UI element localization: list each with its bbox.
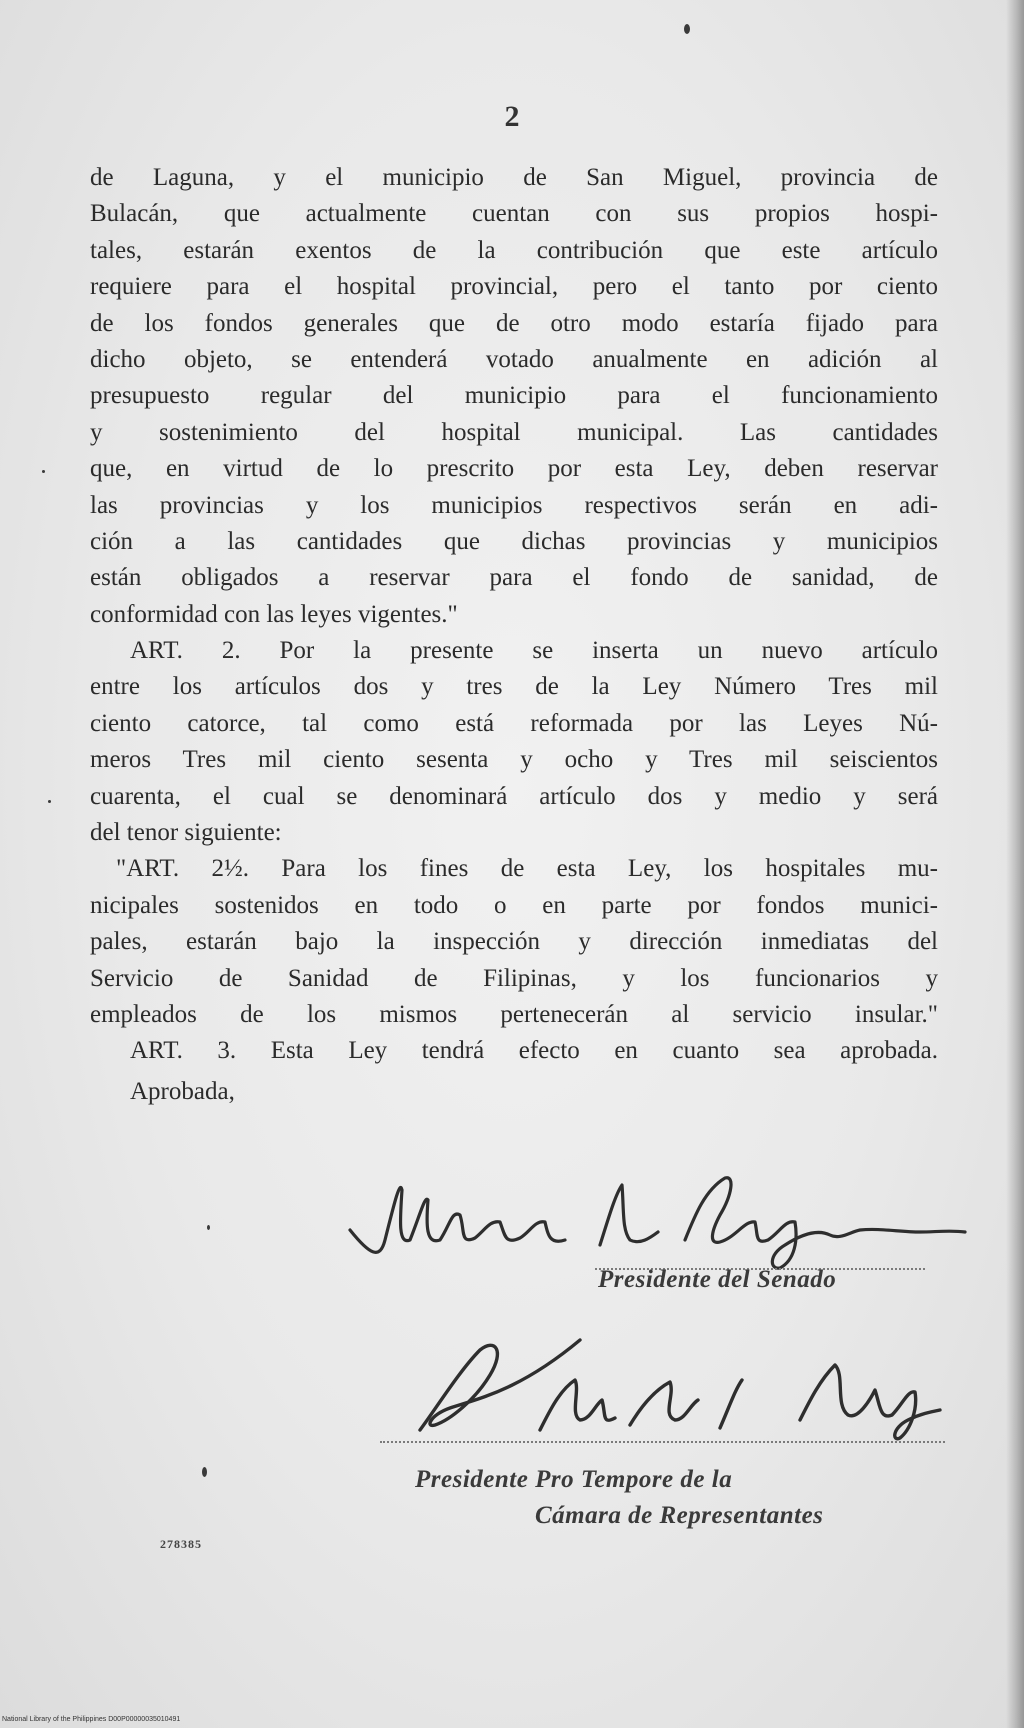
page-edge-shadow: [1006, 0, 1024, 1728]
approved-label: Aprobada,: [130, 1078, 235, 1105]
ink-speck: [684, 24, 690, 34]
house-speaker-signature: [380, 1320, 960, 1460]
text-line: dicho objeto, se entenderá votado anualmente en adición al: [90, 345, 938, 373]
text-line: ciento catorce, tal como está reformada por las Leyes Nú-: [90, 709, 938, 737]
house-caption-line-2: Cámara de Representantes: [535, 1502, 824, 1529]
text-line: conformidad con las leyes vigentes.": [90, 600, 458, 628]
article-2-first-line: [90, 633, 938, 669]
article-2-half-first-line: [90, 851, 938, 887]
senate-president-signature: [340, 1160, 980, 1280]
text-line: Esta Ley tendrá efecto en cuanto sea aprobada.: [270, 1037, 938, 1065]
text-line: cuarenta, el cual se denominará artículo dos y medio y será: [90, 782, 938, 810]
text-line: del tenor siguiente:: [90, 819, 282, 847]
article-3-line: [90, 1033, 938, 1069]
page-number: 2: [504, 100, 520, 133]
text-line: Para los fines de esta Ley, los hospitales mu-: [281, 855, 938, 883]
text-line: están obligados a reservar para el fondo de sanidad, de: [90, 564, 938, 592]
text-line: Por la presente se inserta un nuevo artículo: [279, 637, 938, 665]
text-line: y sostenimiento del hospital municipal. Las cantidades: [90, 418, 938, 446]
text-line: requiere para el hospital provincial, pero el tanto por ciento: [90, 273, 938, 301]
house-caption-line-1: Presidente Pro Tempore de la: [415, 1466, 733, 1493]
ink-speck: [48, 800, 51, 803]
senate-president-caption: Presidente del Senado: [598, 1266, 837, 1293]
article-2-half-label: "ART. 2½.: [116, 855, 249, 883]
body-text: [90, 160, 938, 1070]
text-line: las provincias y los municipios respectivos serán en adi-: [90, 491, 938, 519]
text-line: presupuesto regular del municipio para el funcionamiento: [90, 382, 938, 410]
text-line: tales, estarán exentos de la contribución que este artículo: [90, 236, 938, 264]
text-line: Servicio de Sanidad de Filipinas, y los funcionarios y: [90, 964, 938, 992]
ink-speck: [42, 470, 45, 473]
text-line: entre los artículos dos y tres de la Ley Número Tres mil: [90, 673, 938, 701]
article-2-label: ART. 2.: [130, 637, 241, 665]
text-line: de Laguna, y el municipio de San Miguel, provincia de: [90, 164, 938, 191]
text-line: de los fondos generales que de otro modo estaría fijado para: [90, 309, 938, 337]
text-line: que, en virtud de lo prescrito por esta Ley, deben reservar: [90, 455, 938, 483]
reference-number: 278385: [160, 1537, 202, 1551]
ink-speck: [207, 1225, 210, 1230]
text-line: pales, estarán bajo la inspección y dirección inmediatas del: [90, 928, 938, 956]
text-line: Bulacán, que actualmente cuentan con sus propios hospi-: [90, 200, 938, 228]
text-line: ción a las cantidades que dichas provincias y municipios: [90, 527, 938, 555]
ink-speck: [202, 1467, 207, 1477]
house-signature-line: [380, 1441, 945, 1443]
text-line: empleados de los mismos pertenecerán al servicio insular.": [90, 1000, 938, 1028]
archive-footer: National Library of the Philippines D00P00000035010491: [2, 1716, 181, 1723]
article-3-label: ART. 3.: [130, 1037, 237, 1065]
text-line: nicipales sostenidos en todo o en parte por fondos munici-: [90, 891, 938, 919]
text-line: meros Tres mil ciento sesenta y ocho y Tres mil seiscientos: [90, 746, 938, 774]
